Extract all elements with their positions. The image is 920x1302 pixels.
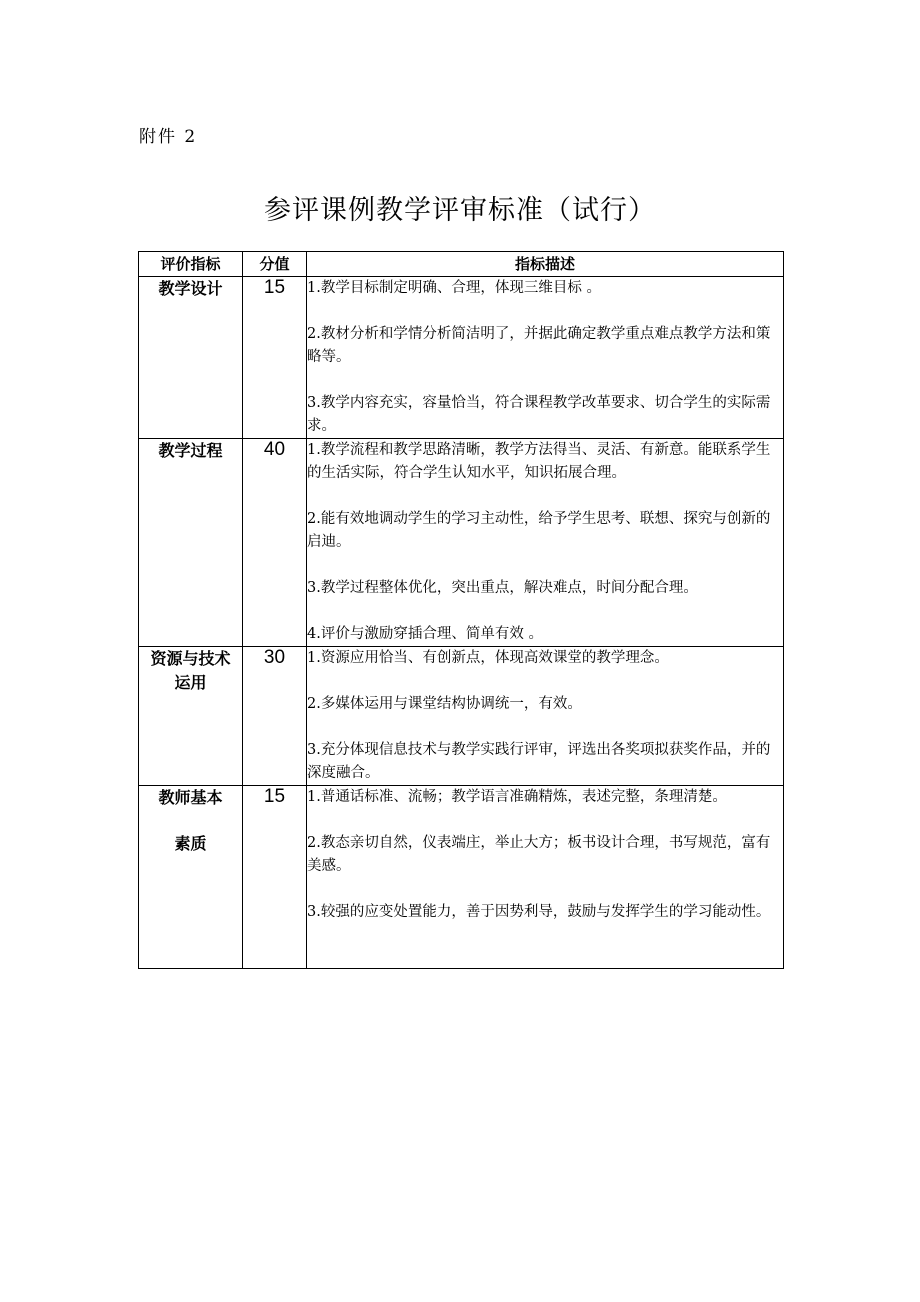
- indicator-label: 教学过程: [158, 441, 223, 460]
- attachment-label: 附件 2: [139, 127, 198, 147]
- criterion-item: 2.多媒体运用与课堂结构协调统一，有效。: [307, 696, 582, 712]
- indicator-cell: [139, 647, 243, 786]
- score-cell: 40: [243, 439, 307, 647]
- indicator-label: 素质: [174, 834, 207, 853]
- criterion-item: 1.资源应用恰当、有创新点，体现高效课堂的教学理念。: [307, 650, 669, 666]
- description-cell: [307, 786, 784, 969]
- criterion-item: 4.评价与激励穿插合理、简单有效 。: [307, 626, 543, 642]
- criterion-item: 3.教学内容充实，容量恰当，符合课程教学改革要求、切合学生的实际需求。: [307, 395, 771, 434]
- header-indicator: 评价指标: [139, 252, 243, 277]
- criterion-item: 2.教材分析和学情分析简洁明了，并据此确定教学重点难点教学方法和策略等。: [307, 326, 771, 365]
- document-title: 参评课例教学评审标准（试行）: [264, 195, 656, 226]
- table-row: [139, 277, 784, 439]
- description-cell: [307, 647, 784, 786]
- indicator-label: 教师基本: [158, 788, 223, 807]
- criterion-item: 1.教学流程和教学思路清晰，教学方法得当、灵活、有新意。能联系学生的生活实际，符合学生认知水平，知识拓展合理。: [307, 442, 771, 481]
- criterion-item: 3.教学过程整体优化，突出重点，解决难点，时间分配合理。: [307, 580, 698, 596]
- header-score: 分值: [243, 252, 307, 277]
- criterion-item: 2.能有效地调动学生的学习主动性，给予学生思考、联想、探究与创新的启迪。: [307, 511, 771, 550]
- table-row: [139, 439, 784, 647]
- score-cell: 30: [243, 647, 307, 786]
- description-cell: [307, 277, 784, 439]
- criterion-item: 3.较强的应变处置能力，善于因势利导，鼓励与发挥学生的学习能动性。: [307, 904, 771, 920]
- description-cell: [307, 439, 784, 647]
- table-row: [139, 786, 784, 969]
- header-description: 指标描述: [307, 252, 784, 277]
- indicator-label: 资源与技术: [150, 649, 231, 668]
- score-cell: 15: [243, 277, 307, 439]
- criteria-table: [138, 251, 784, 969]
- indicator-cell: [139, 439, 243, 647]
- indicator-cell: [139, 786, 243, 969]
- table-header-row: [139, 252, 784, 277]
- indicator-cell: [139, 277, 243, 439]
- indicator-label: 教学设计: [158, 279, 223, 298]
- score-cell: 15: [243, 786, 307, 969]
- indicator-label: 运用: [174, 673, 207, 692]
- criterion-item: 1.教学目标制定明确、合理，体现三维目标 。: [307, 280, 601, 296]
- table-row: [139, 647, 784, 786]
- criterion-item: 3.充分体现信息技术与教学实践行评审，评选出各奖项拟获奖作品，并的深度融合。: [307, 742, 771, 781]
- criterion-item: 1.普通话标准、流畅；教学语言准确精炼，表述完整，条理清楚。: [307, 789, 727, 805]
- criterion-item: 2.教态亲切自然，仪表端庄，举止大方；板书设计合理，书写规范，富有美感。: [307, 835, 771, 874]
